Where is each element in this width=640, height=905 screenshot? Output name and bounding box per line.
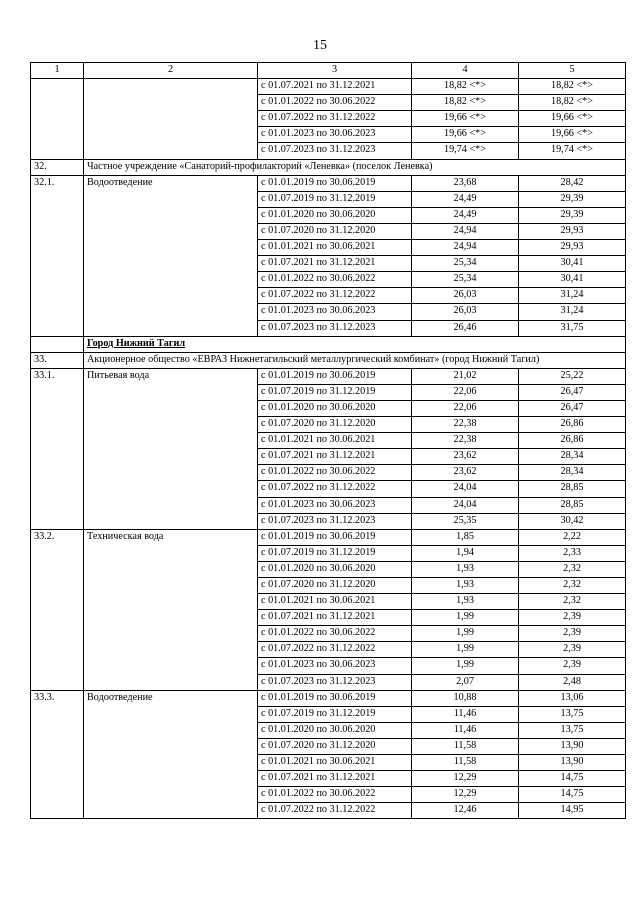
period-cell: с 01.07.2023 по 31.12.2023 bbox=[258, 513, 412, 529]
tariff-with-vat: 2,39 bbox=[519, 658, 626, 674]
period-cell: с 01.01.2021 по 30.06.2021 bbox=[258, 240, 412, 256]
tariff-with-vat: 28,42 bbox=[519, 175, 626, 191]
service-name: Техническая вода bbox=[84, 529, 258, 690]
period-cell: с 01.01.2021 по 30.06.2021 bbox=[258, 594, 412, 610]
period-cell: с 01.07.2020 по 31.12.2020 bbox=[258, 223, 412, 239]
page-number: 15 bbox=[313, 38, 327, 53]
tariff-with-vat: 14,95 bbox=[519, 803, 626, 819]
period-cell: с 01.01.2023 по 30.06.2023 bbox=[258, 127, 412, 143]
header-col-1: 1 bbox=[31, 63, 84, 79]
tariff-with-vat: 13,90 bbox=[519, 738, 626, 754]
tariff-with-vat: 29,39 bbox=[519, 191, 626, 207]
tariff-without-vat: 11,58 bbox=[412, 755, 519, 771]
table-header-row bbox=[31, 63, 626, 79]
tariff-with-vat: 14,75 bbox=[519, 787, 626, 803]
tariff-without-vat: 26,03 bbox=[412, 288, 519, 304]
period-cell: с 01.01.2020 по 30.06.2020 bbox=[258, 561, 412, 577]
period-cell: с 01.01.2022 по 30.06.2022 bbox=[258, 465, 412, 481]
tariff-with-vat: 13,90 bbox=[519, 755, 626, 771]
tariff-with-vat: 26,86 bbox=[519, 417, 626, 433]
tariff-without-vat: 10,88 bbox=[412, 690, 519, 706]
tariff-without-vat: 1,99 bbox=[412, 626, 519, 642]
tariff-without-vat: 1,93 bbox=[412, 561, 519, 577]
period-cell: с 01.07.2019 по 31.12.2019 bbox=[258, 384, 412, 400]
table-row bbox=[31, 529, 626, 545]
period-cell: с 01.07.2020 по 31.12.2020 bbox=[258, 578, 412, 594]
tariff-without-vat: 1,93 bbox=[412, 578, 519, 594]
tariff-with-vat: 29,93 bbox=[519, 240, 626, 256]
tariff-with-vat: 30,42 bbox=[519, 513, 626, 529]
tariff-without-vat: 23,62 bbox=[412, 449, 519, 465]
tariff-without-vat: 26,03 bbox=[412, 304, 519, 320]
header-col-4: 4 bbox=[412, 63, 519, 79]
tariff-with-vat: 2,32 bbox=[519, 561, 626, 577]
period-cell: с 01.07.2019 по 31.12.2019 bbox=[258, 545, 412, 561]
tariff-without-vat: 24,49 bbox=[412, 191, 519, 207]
period-cell: с 01.07.2023 по 31.12.2023 bbox=[258, 143, 412, 159]
period-cell: с 01.01.2023 по 30.06.2023 bbox=[258, 658, 412, 674]
tariff-without-vat: 22,06 bbox=[412, 384, 519, 400]
tariff-without-vat: 11,58 bbox=[412, 738, 519, 754]
period-cell: с 01.01.2019 по 30.06.2019 bbox=[258, 529, 412, 545]
tariff-without-vat: 22,06 bbox=[412, 400, 519, 416]
period-cell: с 01.01.2020 по 30.06.2020 bbox=[258, 722, 412, 738]
tariff-without-vat: 24,94 bbox=[412, 223, 519, 239]
tariff-without-vat: 18,82 <*> bbox=[412, 79, 519, 95]
tariff-with-vat: 28,85 bbox=[519, 497, 626, 513]
table-row bbox=[31, 368, 626, 384]
period-cell: с 01.07.2020 по 31.12.2020 bbox=[258, 417, 412, 433]
tariff-without-vat: 24,49 bbox=[412, 207, 519, 223]
tariff-with-vat: 2,48 bbox=[519, 674, 626, 690]
organization-name: Акционерное общество «ЕВРАЗ Нижнетагильский металлургический комбинат» (город Нижний Тагил) bbox=[84, 352, 626, 368]
period-cell: с 01.07.2020 по 31.12.2020 bbox=[258, 738, 412, 754]
city-heading-row bbox=[31, 336, 626, 352]
tariff-with-vat: 2,39 bbox=[519, 626, 626, 642]
header-col-2: 2 bbox=[84, 63, 258, 79]
tariff-without-vat: 25,34 bbox=[412, 256, 519, 272]
tariff-with-vat: 18,82 <*> bbox=[519, 79, 626, 95]
tariff-with-vat: 26,86 bbox=[519, 433, 626, 449]
item-number bbox=[31, 79, 84, 159]
period-cell: с 01.07.2021 по 31.12.2021 bbox=[258, 449, 412, 465]
tariff-with-vat: 19,66 <*> bbox=[519, 111, 626, 127]
table-row bbox=[31, 690, 626, 706]
organization-name: Частное учреждение «Санаторий-профилакторий «Леневка» (поселок Леневка) bbox=[84, 159, 626, 175]
tariff-with-vat: 30,41 bbox=[519, 256, 626, 272]
period-cell: с 01.07.2019 по 31.12.2019 bbox=[258, 191, 412, 207]
tariff-with-vat: 18,82 <*> bbox=[519, 95, 626, 111]
period-cell: с 01.07.2022 по 31.12.2022 bbox=[258, 803, 412, 819]
tariff-without-vat: 1,99 bbox=[412, 642, 519, 658]
tariff-without-vat: 12,46 bbox=[412, 803, 519, 819]
tariff-with-vat: 19,74 <*> bbox=[519, 143, 626, 159]
item-number: 32.1. bbox=[31, 175, 84, 336]
tariff-with-vat: 31,75 bbox=[519, 320, 626, 336]
tariff-with-vat: 29,93 bbox=[519, 223, 626, 239]
tariff-without-vat: 11,46 bbox=[412, 722, 519, 738]
tariff-with-vat: 28,85 bbox=[519, 481, 626, 497]
service-name: Водоотведение bbox=[84, 175, 258, 336]
tariff-without-vat: 1,99 bbox=[412, 610, 519, 626]
tariff-without-vat: 1,85 bbox=[412, 529, 519, 545]
header-col-5: 5 bbox=[519, 63, 626, 79]
period-cell: с 01.01.2022 по 30.06.2022 bbox=[258, 272, 412, 288]
tariff-with-vat: 19,66 <*> bbox=[519, 127, 626, 143]
table-row bbox=[31, 175, 626, 191]
city-heading: Город Нижний Тагил bbox=[87, 337, 186, 349]
tariff-without-vat: 19,74 <*> bbox=[412, 143, 519, 159]
tariff-with-vat: 31,24 bbox=[519, 288, 626, 304]
tariff-with-vat: 2,32 bbox=[519, 578, 626, 594]
period-cell: с 01.01.2020 по 30.06.2020 bbox=[258, 400, 412, 416]
period-cell: с 01.01.2022 по 30.06.2022 bbox=[258, 626, 412, 642]
tariff-without-vat: 18,82 <*> bbox=[412, 95, 519, 111]
tariff-with-vat: 30,41 bbox=[519, 272, 626, 288]
tariff-without-vat: 24,04 bbox=[412, 497, 519, 513]
tariff-with-vat: 13,75 bbox=[519, 722, 626, 738]
tariff-table-body bbox=[31, 63, 626, 819]
tariff-without-vat: 24,94 bbox=[412, 240, 519, 256]
item-number: 33.3. bbox=[31, 690, 84, 819]
tariff-without-vat: 26,46 bbox=[412, 320, 519, 336]
tariff-without-vat: 22,38 bbox=[412, 433, 519, 449]
period-cell: с 01.07.2022 по 31.12.2022 bbox=[258, 288, 412, 304]
tariff-without-vat: 23,62 bbox=[412, 465, 519, 481]
city-heading-cell bbox=[84, 336, 626, 352]
organization-row bbox=[31, 159, 626, 175]
tariff-with-vat: 2,39 bbox=[519, 642, 626, 658]
tariff-without-vat: 12,29 bbox=[412, 771, 519, 787]
tariff-with-vat: 14,75 bbox=[519, 771, 626, 787]
period-cell: с 01.07.2021 по 31.12.2021 bbox=[258, 771, 412, 787]
tariff-without-vat: 23,68 bbox=[412, 175, 519, 191]
service-name: Водоотведение bbox=[84, 690, 258, 819]
tariff-without-vat: 24,04 bbox=[412, 481, 519, 497]
tariff-with-vat: 28,34 bbox=[519, 465, 626, 481]
tariff-with-vat: 13,06 bbox=[519, 690, 626, 706]
period-cell: с 01.01.2022 по 30.06.2022 bbox=[258, 787, 412, 803]
tariff-without-vat: 25,35 bbox=[412, 513, 519, 529]
tariff-without-vat: 12,29 bbox=[412, 787, 519, 803]
tariff-without-vat: 25,34 bbox=[412, 272, 519, 288]
tariff-table bbox=[30, 62, 626, 819]
item-number: 33. bbox=[31, 352, 84, 368]
tariff-with-vat: 29,39 bbox=[519, 207, 626, 223]
item-number: 33.2. bbox=[31, 529, 84, 690]
tariff-with-vat: 26,47 bbox=[519, 400, 626, 416]
tariff-without-vat: 22,38 bbox=[412, 417, 519, 433]
tariff-with-vat: 2,32 bbox=[519, 594, 626, 610]
period-cell: с 01.07.2021 по 31.12.2021 bbox=[258, 610, 412, 626]
tariff-without-vat: 11,46 bbox=[412, 706, 519, 722]
tariff-with-vat: 26,47 bbox=[519, 384, 626, 400]
item-number: 33.1. bbox=[31, 368, 84, 529]
table-row bbox=[31, 79, 626, 95]
tariff-with-vat: 28,34 bbox=[519, 449, 626, 465]
tariff-with-vat: 2,39 bbox=[519, 610, 626, 626]
period-cell: с 01.07.2023 по 31.12.2023 bbox=[258, 674, 412, 690]
tariff-without-vat: 21,02 bbox=[412, 368, 519, 384]
tariff-without-vat: 1,99 bbox=[412, 658, 519, 674]
item-number: 32. bbox=[31, 159, 84, 175]
period-cell: с 01.07.2021 по 31.12.2021 bbox=[258, 256, 412, 272]
period-cell: с 01.01.2023 по 30.06.2023 bbox=[258, 497, 412, 513]
service-name bbox=[84, 79, 258, 159]
period-cell: с 01.01.2021 по 30.06.2021 bbox=[258, 433, 412, 449]
period-cell: с 01.01.2022 по 30.06.2022 bbox=[258, 95, 412, 111]
organization-row bbox=[31, 352, 626, 368]
tariff-without-vat: 19,66 <*> bbox=[412, 111, 519, 127]
period-cell: с 01.01.2021 по 30.06.2021 bbox=[258, 755, 412, 771]
tariff-with-vat: 25,22 bbox=[519, 368, 626, 384]
period-cell: с 01.01.2019 по 30.06.2019 bbox=[258, 690, 412, 706]
tariff-without-vat: 19,66 <*> bbox=[412, 127, 519, 143]
period-cell: с 01.07.2019 по 31.12.2019 bbox=[258, 706, 412, 722]
tariff-with-vat: 2,33 bbox=[519, 545, 626, 561]
tariff-with-vat: 31,24 bbox=[519, 304, 626, 320]
service-name: Питьевая вода bbox=[84, 368, 258, 529]
period-cell: с 01.01.2023 по 30.06.2023 bbox=[258, 304, 412, 320]
period-cell: с 01.01.2019 по 30.06.2019 bbox=[258, 368, 412, 384]
period-cell: с 01.01.2019 по 30.06.2019 bbox=[258, 175, 412, 191]
city-heading-spacer bbox=[31, 336, 84, 352]
period-cell: с 01.07.2022 по 31.12.2022 bbox=[258, 642, 412, 658]
period-cell: с 01.01.2020 по 30.06.2020 bbox=[258, 207, 412, 223]
tariff-with-vat: 13,75 bbox=[519, 706, 626, 722]
tariff-without-vat: 2,07 bbox=[412, 674, 519, 690]
period-cell: с 01.07.2023 по 31.12.2023 bbox=[258, 320, 412, 336]
tariff-with-vat: 2,22 bbox=[519, 529, 626, 545]
tariff-without-vat: 1,93 bbox=[412, 594, 519, 610]
header-col-3: 3 bbox=[258, 63, 412, 79]
tariff-without-vat: 1,94 bbox=[412, 545, 519, 561]
period-cell: с 01.07.2022 по 31.12.2022 bbox=[258, 481, 412, 497]
period-cell: с 01.07.2022 по 31.12.2022 bbox=[258, 111, 412, 127]
period-cell: с 01.07.2021 по 31.12.2021 bbox=[258, 79, 412, 95]
